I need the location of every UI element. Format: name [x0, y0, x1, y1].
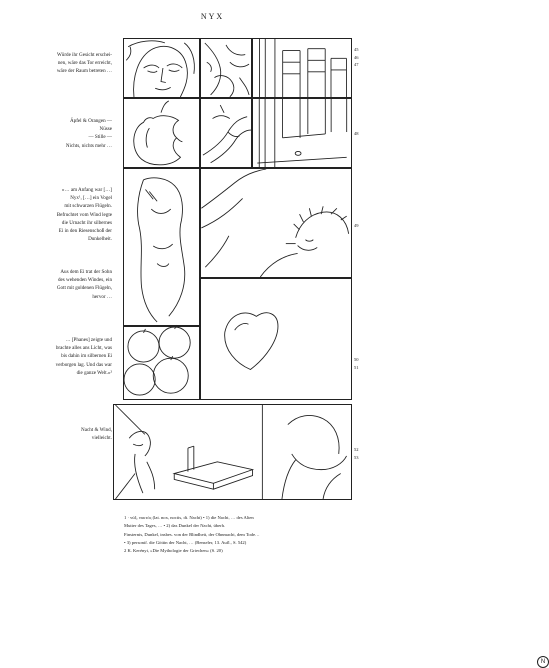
- monogram-mark: N: [537, 656, 549, 668]
- hands-drawing: [201, 39, 251, 97]
- caption-3: [14, 186, 112, 243]
- panel-bitten-apple: [123, 98, 200, 168]
- line-number: 48: [354, 131, 359, 136]
- line-number: 45: [354, 47, 359, 52]
- caption-line: bis dahin im silbernen Ei: [61, 353, 112, 360]
- panel-chairs-drop: [252, 98, 352, 168]
- caption-line: »… am Anfang war […]: [61, 187, 112, 193]
- caption-5: [14, 336, 112, 377]
- footnote-line: 1 · νύξ, νυκτός (lat. nox, noctis, dt. Nacht) • 1) die Nacht, … des Alten: [124, 515, 254, 520]
- caption-line: brachte alles ans Licht, was: [55, 345, 112, 352]
- line-number: 53: [354, 454, 359, 460]
- line-number: 51: [354, 364, 359, 370]
- caption-line: Nyx¹, […] ein Vogel: [70, 195, 112, 202]
- footnote-line: Mutter des Tages, … • 2) das Dunkel der Nacht, überh.: [124, 523, 226, 529]
- caption-6: [14, 426, 112, 442]
- line-numbers-1: [354, 46, 359, 69]
- footnote-line: 2 K. Kerényi, »Die Mythologie der Griechen« (S. 20): [124, 548, 223, 554]
- page-title: NYX: [200, 12, 225, 21]
- caption-line: Äpfel & Orangen —: [69, 118, 112, 124]
- panel-reaching-hand: [200, 98, 252, 168]
- egg-drawing: [201, 279, 351, 399]
- line-number: 50: [354, 357, 359, 362]
- line-numbers-5: [354, 446, 359, 461]
- chairs-drawing: [253, 39, 351, 97]
- apples-drawing: [124, 327, 199, 399]
- footnote-line: • 3) personif. die Göttin der Nacht, … (Benseler, 13. Aufl., S. 542): [124, 539, 247, 545]
- panel-torso-statue: [123, 168, 200, 326]
- caption-line: hervor …: [92, 293, 112, 300]
- caption-line: Nüsse: [99, 126, 112, 133]
- caption-line: die ganze Welt.«²: [76, 369, 112, 376]
- caption-line: des wehenden Windes, ein: [57, 277, 112, 284]
- face-drawing: [124, 39, 199, 97]
- caption-line: vielleicht.: [91, 435, 112, 442]
- line-numbers-4: [354, 356, 359, 371]
- line-number: 46: [354, 54, 359, 60]
- room-drawing: [114, 405, 351, 499]
- panel-mouth-hand: [200, 168, 352, 278]
- caption-line: … [Phanes] zeigte und: [65, 337, 112, 343]
- footnote-line: Finsternis, Dunkel, insbes. von der Blindheit, der Ohnmacht, dem Tode…: [124, 531, 260, 537]
- panel-apples-pile: [123, 326, 200, 400]
- line-number: 49: [354, 223, 359, 228]
- caption-2: [14, 117, 112, 150]
- line-number: 52: [354, 447, 359, 452]
- caption-line: wäre der Raum betreten …: [56, 68, 112, 75]
- panel-chairs-top: [252, 38, 352, 98]
- caption-line: Nichts, nichts mehr …: [65, 142, 112, 149]
- caption-line: Aus dem Ei trat der Sohn: [60, 269, 112, 275]
- chairs-legs-drawing: [253, 99, 351, 167]
- hand-drawing: [201, 99, 251, 167]
- panel-figures-room: [113, 404, 352, 500]
- panel-face-closeup: [123, 38, 200, 98]
- caption-line: — Stille —: [88, 134, 112, 141]
- caption-line: Ei in den Riesenschoß der: [58, 228, 112, 235]
- caption-line: Nacht & Wind,: [81, 427, 112, 433]
- caption-line: die Urnacht ihr silbernes: [61, 219, 112, 226]
- caption-1: [14, 51, 112, 76]
- torso-drawing: [124, 169, 199, 325]
- caption-line: mit schwarzen Flügeln.: [64, 203, 112, 210]
- footnote: [124, 514, 352, 555]
- mouth-drawing: [201, 169, 351, 277]
- caption-line: Würde ihr Gesicht erschei-: [56, 52, 112, 58]
- line-number: 47: [354, 62, 359, 67]
- caption-line: Gott mit goldenen Flügeln,: [56, 285, 112, 292]
- caption-line: Befruchtet vom Wind legte: [56, 211, 112, 218]
- caption-4: [14, 268, 112, 301]
- line-numbers-2: [354, 130, 359, 138]
- line-numbers-3: [354, 222, 359, 230]
- caption-line: verborgen lag. Und das war: [55, 361, 112, 368]
- caption-line: Dunkelheit.: [88, 236, 112, 243]
- panel-hands: [200, 38, 252, 98]
- apple-drawing: [124, 99, 199, 167]
- caption-line: nen, wäre das Tor erreicht,: [57, 60, 112, 67]
